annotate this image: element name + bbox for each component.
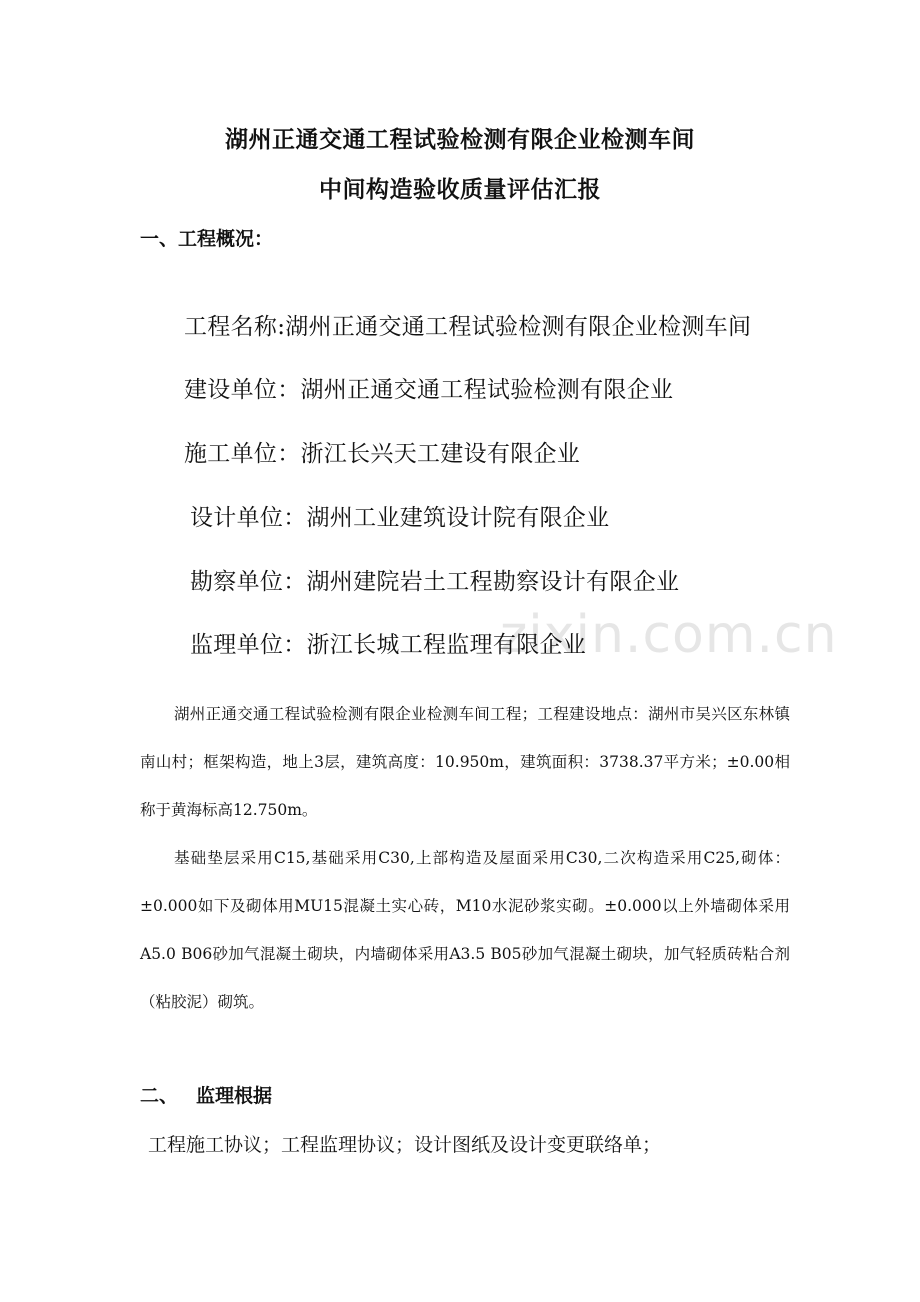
info-design-unit: 设计单位：湖州工业建筑设计院有限企业 <box>190 505 610 531</box>
section-2-heading: 监理根据 <box>196 1085 273 1107</box>
info-builder-unit: 施工单位：浙江长兴天工建设有限企业 <box>184 441 581 467</box>
supervision-basis-text: 工程施工协议；工程监理协议；设计图纸及设计变更联络单； <box>148 1134 662 1156</box>
title-line-2: 中间构造验收质量评估汇报 <box>319 177 601 203</box>
paragraph-structure-materials: 基础垫层采用C15,基础采用C30,上部构造及屋面采用C30,二次构造采用C25,砌体：±0.000如下及砌体用MU15混凝土实心砖，M10水泥砂浆实砌。±0.000以上外墙砌体采用A5.0 B06砂加气混凝土砌块，内墙砌体采用A3.5 B05砂加气混凝土砌块，加气轻质砖粘合剂（粘胶泥）砌筑。 <box>140 849 790 1011</box>
watermark: zixin.com.cn <box>500 605 838 665</box>
info-construction-unit: 建设单位：湖州正通交通工程试验检测有限企业 <box>184 377 674 403</box>
title-line-1: 湖州正通交通工程试验检测有限企业检测车间 <box>225 127 695 153</box>
info-supervision-unit: 监理单位：浙江长城工程监理有限企业 <box>190 632 587 658</box>
section-2-number: 二、 <box>140 1085 179 1107</box>
info-project-name: 工程名称:湖州正通交通工程试验检测有限企业检测车间 <box>184 314 752 340</box>
paragraph-project-overview: 湖州正通交通工程试验检测有限企业检测车间工程；工程建设地点：湖州市吴兴区东林镇南山村；框架构造，地上3层，建筑高度：10.950m，建筑面积：3738.37平方米；±0.00相称于黄海标高12.750m。 <box>140 705 790 819</box>
section-1-heading: 一、工程概况： <box>140 228 274 250</box>
info-survey-unit: 勘察单位：湖州建院岩土工程勘察设计有限企业 <box>190 569 680 595</box>
